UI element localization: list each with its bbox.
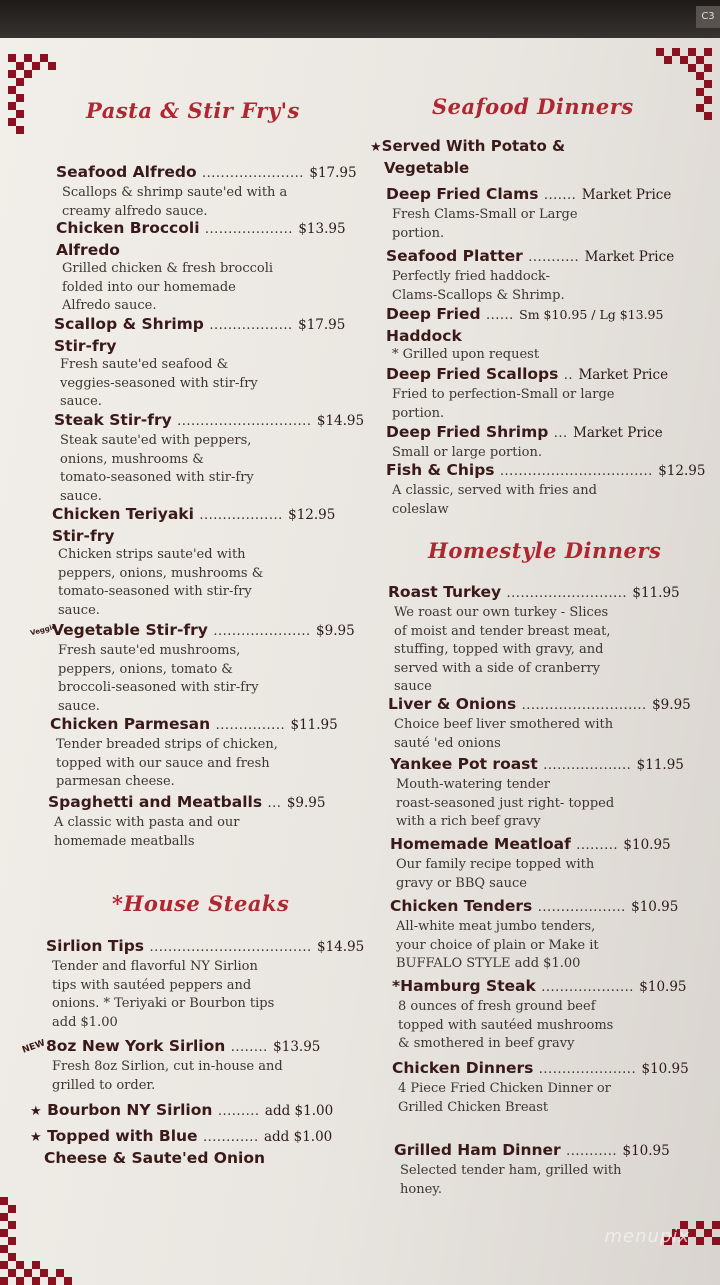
item-description: Grilled chicken & fresh broccoli folded into our homemade Alfredo sauce. (62, 261, 274, 313)
item-price: $11.95 (632, 585, 680, 601)
item-price: $14.95 (316, 413, 365, 429)
item-description: Scallops & shrimp saute'ed with a creamy alfredo sauce. (62, 185, 288, 219)
item-name: 8oz New York Sirlion (46, 1037, 226, 1055)
item-description: Selected tender ham, grilled with honey. (400, 1163, 622, 1197)
item-name: Homemade Meatloaf (390, 835, 571, 853)
section-title-steaks: *House Steaks (112, 891, 290, 916)
item-price: $10.95 (639, 979, 687, 995)
item-price: Sm $10.95 / Lg $13.95 (519, 307, 664, 322)
item-name: *Hamburg Steak (392, 977, 536, 995)
item-name: Deep Fried Clams (386, 185, 539, 203)
leader-dots: ...................... (202, 166, 304, 181)
item-name: Chicken Teriyaki (52, 505, 194, 523)
item-price: add $1.00 (263, 1129, 333, 1145)
menu-item-deep-fried-clams (386, 184, 696, 243)
item-description: Choice beef liver smothered with sauté 'ed onions (394, 717, 614, 751)
item-description: Fresh saute'ed seafood & veggies-seasoned with stir-fry sauce. (60, 357, 258, 409)
leader-dots: ................... (204, 222, 293, 237)
item-description: Fresh saute'ed mushrooms, peppers, onions, tomato & broccoli-seasoned with stir-fry sauce. (58, 643, 259, 714)
item-name: Roast Turkey (388, 583, 502, 601)
item-description: Fresh Clams-Small or Large portion. (392, 207, 578, 241)
item-name: Scallop & Shrimp (54, 315, 204, 333)
leader-dots: ... (553, 426, 568, 441)
binder-clip: C3 (696, 6, 720, 28)
menu-item-steak-stir-fry (54, 410, 365, 506)
item-price: $13.95 (298, 221, 346, 237)
menu-item-8oz-new-york-sirlion (46, 1036, 356, 1095)
item-price: $13.95 (273, 1039, 321, 1055)
item-description: All-white meat jumbo tenders, your choice of plain or Make it BUFFALO STYLE add $1.00 (396, 919, 599, 971)
leader-dots: ........... (528, 250, 580, 265)
item-description: We roast our own turkey - Slices of moist and tender breast meat, stuffing, topped with gravy, and served with a side of cranberry sauce (394, 605, 611, 694)
item-name: Deep Fried Scallops (386, 365, 559, 383)
note-text: Served With Potato & (381, 137, 566, 155)
item-description: A classic, served with fries and coleslaw (392, 483, 597, 517)
leader-dots: .......................... (506, 586, 627, 601)
item-price: $9.95 (652, 697, 691, 713)
menu-addon-bourbon-ny-sirlion (30, 1100, 360, 1122)
item-name-line2: Alfredo (56, 241, 120, 259)
menu-item-seafood-platter (386, 246, 696, 305)
menu-item-sirlion-tips (46, 936, 365, 1032)
leader-dots: ................... (537, 900, 626, 915)
leader-dots: ..................... (213, 624, 311, 639)
item-name-line2: Cheese & Saute'ed Onion (44, 1149, 266, 1167)
menu-item-chicken-broccoli-alfredo (56, 218, 356, 316)
item-name: Liver & Onions (388, 695, 517, 713)
leader-dots: ....... (543, 188, 577, 203)
new-badge-icon: NEW (21, 1038, 47, 1056)
menu-item-scallop-shrimp-stir-fry (54, 314, 354, 412)
item-description: Our family recipe topped with gravy or BBQ sauce (396, 857, 595, 891)
item-name: Grilled Ham Dinner (394, 1141, 561, 1159)
leader-dots: ......... (217, 1104, 260, 1119)
item-description: Fresh 8oz Sirlion, cut in-house and grilled to order. (52, 1059, 283, 1093)
menu-item-chicken-tenders (390, 896, 710, 974)
menu-page (0, 38, 720, 1285)
section-title-seafood: Seafood Dinners (432, 94, 634, 119)
item-description: A classic with pasta and our homemade meatballs (54, 815, 240, 849)
section-title-homestyle: Homestyle Dinners (428, 538, 662, 563)
item-name: Seafood Alfredo (56, 163, 197, 181)
item-price: $12.95 (288, 507, 336, 523)
item-description: Tender breaded strips of chicken, topped with our sauce and fresh parmesan cheese. (56, 737, 278, 789)
item-price: Market Price (578, 367, 669, 383)
item-price: Market Price (581, 187, 672, 203)
item-description: Chicken strips saute'ed with peppers, onions, mushrooms & tomato-seasoned with stir-fry sauce. (58, 547, 264, 618)
item-price: $11.95 (636, 757, 684, 773)
leader-dots: ...... (485, 308, 514, 323)
item-name: Vegetable Stir-fry (52, 621, 208, 639)
binder-top (0, 0, 720, 42)
menu-item-deep-fried-scallops (386, 364, 706, 423)
leader-dots: .................... (541, 980, 634, 995)
leader-dots: ............... (215, 718, 286, 733)
menu-item-fish-and-chips (386, 460, 706, 519)
leader-dots: .. (563, 368, 574, 383)
menu-item-chicken-dinners (392, 1058, 710, 1117)
item-price: $9.95 (316, 623, 355, 639)
menu-item-spaghetti-and-meatballs (48, 792, 358, 851)
leader-dots: ..................... (538, 1062, 637, 1077)
star-icon: ★ (30, 1104, 42, 1119)
menu-item-chicken-teriyaki-stir-fry (52, 504, 352, 620)
item-price: $14.95 (317, 939, 365, 955)
menu-item-liver-and-onions (388, 694, 698, 753)
menu-item-yankee-pot-roast (390, 754, 700, 832)
checker-corner-top-right (656, 48, 712, 128)
menu-item-grilled-ham-dinner (394, 1140, 712, 1199)
leader-dots: ............ (202, 1130, 259, 1145)
menu-item-vegetable-stir-fry (52, 620, 355, 716)
item-price: $10.95 (641, 1061, 689, 1077)
item-description: Perfectly fried haddock- Clams-Scallops & Shrimp. (392, 269, 565, 303)
item-price: $10.95 (631, 899, 679, 915)
item-description: Steak saute'ed with peppers, onions, mushrooms & tomato-seasoned with stir-fry sauce. (60, 433, 254, 504)
menu-item-hamburg-steak (392, 976, 710, 1054)
item-price: $17.95 (298, 317, 346, 333)
item-name: Seafood Platter (386, 247, 523, 265)
item-price: Market Price (584, 249, 675, 265)
menu-item-homemade-meatloaf (390, 834, 710, 893)
leader-dots: ........................... (521, 698, 647, 713)
leader-dots: ... (267, 796, 282, 811)
item-description: 4 Piece Fried Chicken Dinner or Grilled Chicken Breast (398, 1081, 611, 1115)
item-name: Sirlion Tips (46, 937, 145, 955)
leader-dots: ........ (230, 1040, 268, 1055)
item-name-line2: Haddock (386, 327, 462, 345)
item-name-line2: Stir-fry (52, 527, 115, 545)
item-name: Deep Fried (386, 305, 481, 323)
item-description: * Grilled upon request (392, 347, 540, 362)
item-description: Small or large portion. (392, 445, 542, 460)
note-text-line2: Vegetable (384, 159, 470, 177)
item-price: Market Price (573, 425, 663, 441)
leader-dots: ......... (576, 838, 618, 853)
item-name: Bourbon NY Sirlion (47, 1101, 213, 1119)
item-description: Fried to perfection-Small or large portion. (392, 387, 615, 421)
item-name: Chicken Tenders (390, 897, 533, 915)
item-price: $10.95 (622, 1143, 670, 1159)
menu-item-deep-fried-shrimp (386, 422, 706, 463)
leader-dots: ................................. (499, 464, 653, 479)
leader-dots: ................... (543, 758, 632, 773)
leader-dots: ............................. (177, 414, 312, 429)
star-icon: ★ (370, 140, 382, 155)
item-name: Topped with Blue (47, 1127, 198, 1145)
star-icon: ★ (30, 1130, 42, 1145)
item-price: $12.95 (658, 463, 706, 479)
item-price: $11.95 (290, 717, 338, 733)
item-price: $10.95 (623, 837, 671, 853)
watermark: menupix (604, 1226, 690, 1247)
item-name: Fish & Chips (386, 461, 495, 479)
item-name: Chicken Broccoli (56, 219, 200, 237)
seafood-note (370, 136, 690, 179)
item-description: Tender and flavorful NY Sirlion tips with sautéed peppers and onions. * Teriyaki or Bourbon tips add $1.00 (52, 959, 275, 1030)
item-name: Steak Stir-fry (54, 411, 172, 429)
leader-dots: .................. (209, 318, 293, 333)
leader-dots: ........... (566, 1144, 618, 1159)
leader-dots: ................................... (149, 940, 312, 955)
item-description: 8 ounces of fresh ground beef topped with sautéed mushrooms & smothered in beef gravy (398, 999, 614, 1051)
menu-item-deep-fried-haddock (386, 304, 696, 365)
item-price: $9.95 (286, 795, 326, 811)
item-name: Spaghetti and Meatballs (48, 793, 263, 811)
menu-item-roast-turkey (388, 582, 698, 697)
checker-corner-top-left (8, 54, 56, 144)
menu-item-seafood-alfredo (56, 162, 356, 221)
item-name: Chicken Parmesan (50, 715, 211, 733)
section-title-pasta: Pasta & Stir Fry's (86, 98, 300, 123)
item-name: Deep Fried Shrimp (386, 423, 549, 441)
checker-corner-bottom-left (0, 1189, 72, 1285)
menu-item-chicken-parmesan (50, 714, 350, 792)
veggie-badge-icon: Veggie (29, 622, 58, 638)
item-name: Chicken Dinners (392, 1059, 534, 1077)
item-price: add $1.00 (264, 1103, 334, 1119)
leader-dots: .................. (199, 508, 283, 523)
item-price: $17.95 (309, 165, 357, 181)
item-name: Yankee Pot roast (390, 755, 538, 773)
menu-addon-topped-with-blue (30, 1126, 360, 1168)
item-name-line2: Stir-fry (54, 337, 117, 355)
item-description: Mouth-watering tender roast-seasoned just right- topped with a rich beef gravy (396, 777, 615, 829)
